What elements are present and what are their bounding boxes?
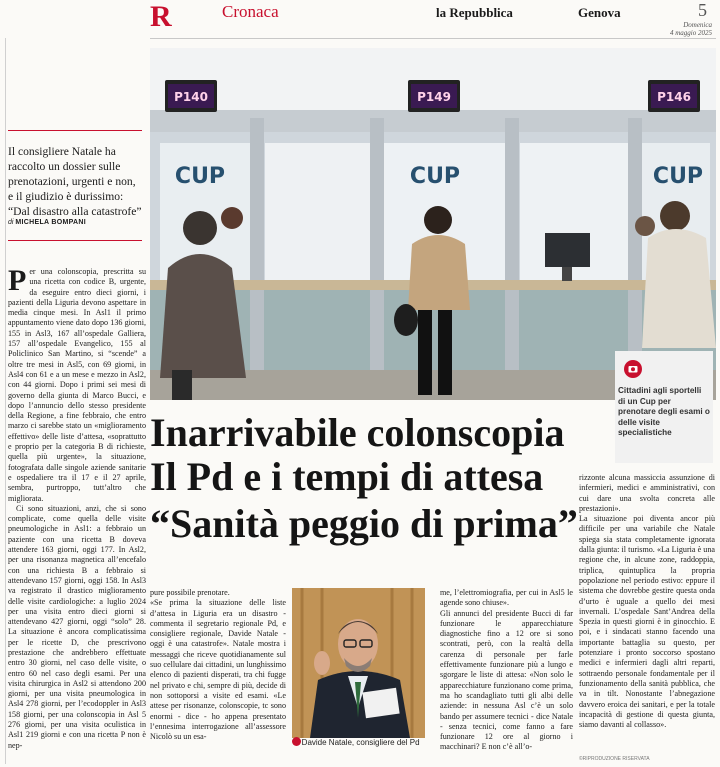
page-number: 5 bbox=[698, 0, 707, 20]
photo2-caption bbox=[295, 738, 465, 747]
article-paragraph: er una colonscopia, prescritta su una ricetta con codice B, urgente, da eseguire entro dieci giorni, i pazienti della Liguria devono aspettare in media cinque mesi. In Asl1 il primo appuntamento viene dato dopo 136 giorni, 155 in Asl3, 167 all’ospedale Galliera, 157 all’ospedale Evangelico, 155 al Policlinico San Martino, si “scende” a oltre tre mesi in Asl5, con 69 giorni, in Asl4 con 61 e a un mese e mezzo in Asl2, con 44 giorni. Dopo i primi sei mesi di governo della giunta di Marco Bucci, e dopo l’annuncio dello stesso presidente della Regione, a fine febbraio, che entro marzo ci sarebbe stato un «miglioramento effettivo» delle liste d’attesa, «soprattutto e proprio per la categoria B di richieste, quella più urgente», la situazione, fotografata dalle singole aziende sanitarie e ospedaliere tra il 17 e il 27 aprile, sembra, purtroppo, tutt’altro che migliorata. bbox=[8, 267, 146, 503]
davide-natale-photo bbox=[292, 588, 425, 738]
cup-sign: CUP bbox=[652, 164, 704, 189]
teaser-bottom-rule bbox=[8, 240, 142, 241]
teaser-text: Il consigliere Natale ha raccolto un dossier sulle prenotazioni, urgenti e non, e il giudizio è durissimo: “Dal disastro alla catastrofe” bbox=[8, 145, 142, 218]
byline-prefix: di bbox=[8, 219, 14, 226]
headline-line-2: Il Pd e i tempi di attesa bbox=[150, 454, 544, 499]
cup-sign: CUP bbox=[409, 164, 461, 189]
counter-p146: P146 bbox=[657, 90, 691, 104]
header-rule bbox=[150, 38, 716, 39]
cup-office-photo bbox=[150, 48, 716, 400]
byline bbox=[8, 219, 86, 226]
article-column-4: rizzonte alcuna massiccia assunzione di infermieri, medici e amministrativi, con cui dare una svolta concreta alle prestazioni». La situazione poi diventa ancor più difficile per una variabile che Natale spiega sia stata completamente ignorata dalla giunta: il turismo. «La Liguria è una regione che, in alcune zone, raddoppia, triplica, quintuplica la propria popolazione nel periodo estivo: eppure il sistema che dovrebbe gestire questa onda d’urto è uguale a quello dei mesi invernali. L’ospedale Sant’Andrea della Spezia in questi giorni è in ginocchio. E poi, e i sindacati stanno facendo una importante battaglia su questo, per potenziare i pronto soccorso spostano medici e infermieri dagli altri reparti, sottraendo personale fondamentale per il funzionamento della sanità pubblica, che va in tilt. Nonostante l’abnegazione davvero eroica dei sanitari, e per la totale incapacità di gestione di questa giunta, siamo davanti al collasso». bbox=[579, 473, 715, 730]
headline-line-3: “Sanità peggio di prima” bbox=[150, 501, 578, 546]
article-column-1 bbox=[8, 264, 146, 751]
left-border bbox=[5, 38, 6, 764]
byline-author: MICHELA BOMPANI bbox=[15, 219, 87, 226]
cup-sign: CUP bbox=[174, 164, 226, 189]
teaser-top-rule bbox=[8, 130, 142, 131]
counter-p149: P149 bbox=[417, 90, 451, 104]
article-column-2: pure possibile prenotare. «Se prima la situazione delle liste d’attesa in Liguria era un disastro - commenta il segretario regionale Pd, e consigliere regionale, Davide Natale - oggi è una catastrofe». Natale mostra i messaggi che riceve quotidianamente sul suo cellulare dai cittadini, un lunghissimo elenco di pazienti disperati, tra chi fugge nel privato e chi, sempre di più, decide di non sottoporsi a visite ed esami. «Le attese per risonanze, colonscopie, tc sono enormi - dice - ho appena presentato l’ennesima interrogazione all’assessore Nicolò su un esa- bbox=[150, 588, 286, 742]
city-label: Genova bbox=[578, 5, 621, 20]
camera-icon bbox=[624, 360, 642, 378]
article-paragraph: Ci sono situazioni, anzi, che si sono complicate, come quella delle visite pneumologiche in Asl1: a febbraio un paziente con una ricetta B doveva attendere 163 giorni, oggi 177. In Asl2, per una risonanza magnetica all’encefalo con una richiesta B a febbraio si attendevano 157 giorni, oggi 158. In Asl3 va registrato il drastico miglioramento delle visite cardiologiche: a luglio 2024 per una visita entro dieci giorni si attendevano 427 giorni, oggi “solo” 28. La situazione è ancora complicatissima per le ricette D, che prescrivono prestazione che andrebbero effettuate entro 30 giorni, nel caso delle visite, o entro 60 nel caso degli esami. Per una visita chirurgica in Asl2 si attendono 200 giorni, per una visita pneumologica in Asl4 278 giorni, per l’ecodoppler in Asl3 158 giorni, per una colonscopia in Asl 5 276 giorni, per una visita oculistica in Asl1 219 giorni e con una ricetta P non è nep- bbox=[8, 503, 146, 750]
article-column-3: me, l’elettromiografia, per cui in Asl5 le agende sono chiuse». Gli annunci del presidente Bucci di far funzionare le apparecchiature diagnostiche fino a 12 ore si sono scontrati, però, con la realtà della carenza di personale per farle effettivamente funzionare più a lungo e sgorgare le liste di attesa: «Non solo le apparecchiature funzionano come prima, ma ho scandagliato tutti gli albi delle aziende: in nessuna Asl c’è un solo bando per assumere tecnici - dice Natale - senza tecnici, come fanno a fare funzionare 12 ore al giorno i macchinari? E non c’è all’o- bbox=[440, 588, 573, 752]
counter-p140: P140 bbox=[174, 90, 208, 104]
drop-cap: P bbox=[8, 264, 27, 297]
photo2-caption-text: Davide Natale, consigliere del Pd bbox=[301, 738, 420, 747]
day-label: Domenica bbox=[683, 21, 712, 29]
headline-line-1: Inarrivabile colonscopia bbox=[150, 410, 565, 455]
copyright-note: ©RIPRODUZIONE RISERVATA bbox=[579, 756, 650, 762]
repubblica-logo: R bbox=[150, 0, 172, 33]
photo-caption: Cittadini agli sportelli di un Cup per prenotare degli esami o delle visite specialistiche bbox=[618, 386, 710, 437]
section-label: Cronaca bbox=[222, 2, 279, 21]
date-label: 4 maggio 2025 bbox=[670, 29, 712, 37]
newspaper-name: la Repubblica bbox=[436, 5, 513, 20]
